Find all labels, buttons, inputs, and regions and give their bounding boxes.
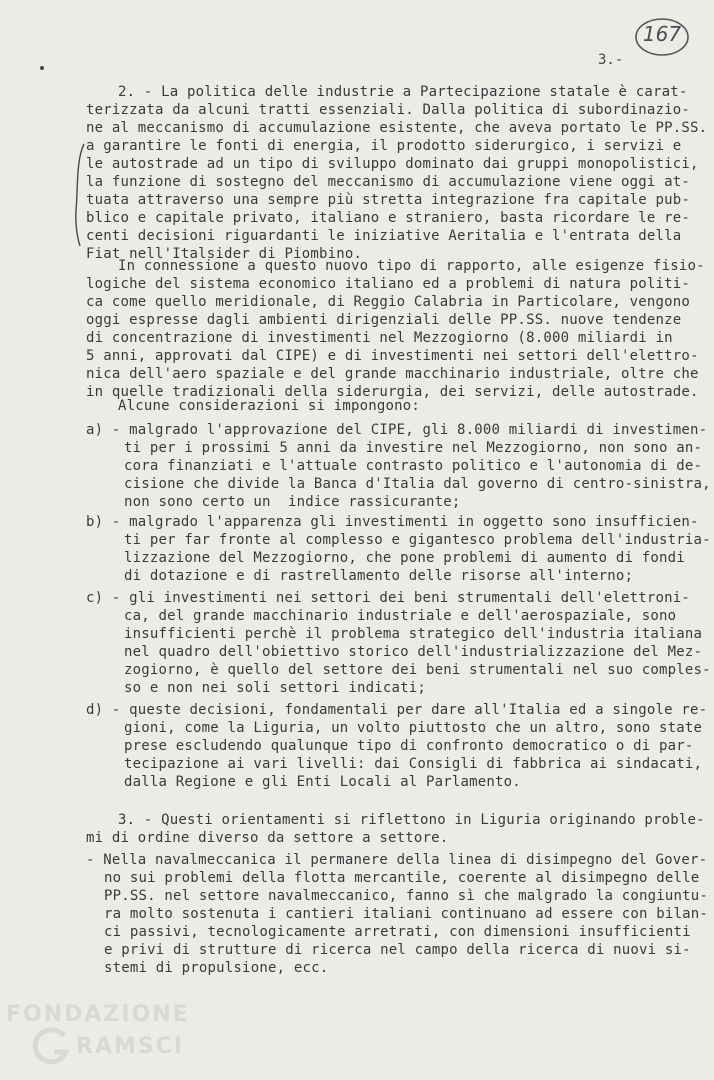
text-line: zogiorno, è quello del settore dei beni strumentali nel suo comples-	[124, 662, 711, 678]
text-line: a garantire le fonti di energia, il prodotto siderurgico, i servizi e	[86, 138, 682, 154]
text-line: tecipazione ai vari livelli: dai Consigli di fabbrica ai sindacati,	[124, 756, 703, 772]
archive-stamp	[633, 14, 691, 58]
text-line: dalla Regione e gli Enti Locali al Parlamento.	[124, 774, 521, 790]
text-line: la funzione di sostegno del meccanismo di accumulazione viene oggi at-	[86, 174, 691, 190]
text-line: nica dell'aero spaziale e del grande macchinario industriale, oltre che	[86, 366, 699, 382]
text-line: logiche del sistema economico italiano ed a problemi di natura politi-	[86, 276, 691, 292]
text-line: PP.SS. nel settore navalmeccanico, fanno sì che malgrado la congiuntu-	[104, 888, 709, 904]
text-line: stemi di propulsione, ecc.	[104, 960, 329, 976]
text-line: ra molto sostenuta i cantieri italiani continuano ad essere con bilan-	[104, 906, 709, 922]
watermark-g-logo-icon	[32, 1026, 72, 1066]
text-line: ti per far fronte al complesso e gigantesco problema dell'industria-	[124, 532, 711, 548]
text-line: lizzazione del Mezzogiorno, che pone problemi di aumento di fondi	[124, 550, 685, 566]
text-line: terizzata da alcuni tratti essenziali. Dalla politica di subordinazio-	[86, 102, 691, 118]
text-line: mi di ordine diverso da settore a settore.	[86, 830, 449, 846]
text-line: di concentrazione di investimenti nel Mezzogiorno (8.000 miliardi in	[86, 330, 673, 346]
text-line: blico e capitale privato, italiano e straniero, basta ricordare le re-	[86, 210, 691, 226]
text-line: non sono certo un indice rassicurante;	[124, 494, 461, 510]
text-line: - Nella navalmeccanica il permanere della linea di disimpegno del Gover-	[86, 852, 708, 868]
text-line: b) - malgrado l'apparenza gli investimenti in oggetto sono insufficien-	[86, 514, 699, 530]
text-line: a) - malgrado l'approvazione del CIPE, gli 8.000 miliardi di investimen-	[86, 422, 708, 438]
text-line: 5 anni, approvati dal CIPE) e di investimenti nei settori dell'elettro-	[86, 348, 699, 364]
watermark-line1: FONDAZIONE	[6, 1002, 190, 1027]
text-line: in quelle tradizionali della siderurgia, dei servizi, delle autostrade.	[86, 384, 699, 400]
text-line: 2. - La politica delle industrie a Partecipazione statale è carat-	[118, 84, 688, 100]
text-line: nel quadro dell'obiettivo storico dell'industrializzazione del Mez-	[124, 644, 703, 660]
text-line: cora finanziati e l'attuale contrasto politico e l'autonomia di de-	[124, 458, 703, 474]
text-line: ca, del grande macchinario industriale e dell'aerospaziale, sono	[124, 608, 677, 624]
text-line: Fiat nell'Italsider di Piombino.	[86, 246, 363, 262]
watermark-line2: RAMSCI	[76, 1034, 185, 1059]
text-line: In connessione a questo nuovo tipo di rapporto, alle esigenze fisio-	[118, 258, 705, 274]
text-line: centi decisioni riguardanti le iniziative Aeritalia e l'entrata della	[86, 228, 682, 244]
text-line: ne al meccanismo di accumulazione esistente, che aveva portato le PP.SS.	[86, 120, 708, 136]
text-line: c) - gli investimenti nei settori dei beni strumentali dell'elettroni-	[86, 590, 691, 606]
text-line: tuata attraverso una sempre più stretta integrazione fra capitale pub-	[86, 192, 691, 208]
text-line: ci passivi, tecnologicamente arretrati, con dimensioni insufficienti	[104, 924, 691, 940]
text-line: e privi di strutture di ricerca nel campo della ricerca di nuovi si-	[104, 942, 691, 958]
text-line: 3. - Questi orientamenti si riflettono in Liguria originando proble-	[118, 812, 705, 828]
text-line: ca come quello meridionale, di Reggio Calabria in Particolare, vengono	[86, 294, 691, 310]
text-line: no sui problemi della flotta mercantile, coerente al disimpegno delle	[104, 870, 700, 886]
text-line: di dotazione e di rastrellamento delle risorse all'interno;	[124, 568, 634, 584]
text-line: insufficienti perchè il problema strategico dell'industria italiana	[124, 626, 703, 642]
text-line: prese escludendo qualunque tipo di confronto democratico o di par-	[124, 738, 694, 754]
text-line: d) - queste decisioni, fondamentali per dare all'Italia ed a singole re-	[86, 702, 708, 718]
text-line: le autostrade ad un tipo di sviluppo dominato dai gruppi monopolistici,	[86, 156, 699, 172]
stamp-number: 167	[642, 22, 682, 46]
speck-mark	[40, 66, 44, 70]
text-line: so e non nei soli settori indicati;	[124, 680, 427, 696]
text-line: Alcune considerazioni si impongono:	[118, 398, 421, 414]
text-line: cisione che divide la Banca d'Italia dal governo di centro-sinistra,	[124, 476, 711, 492]
archive-watermark	[6, 1002, 216, 1072]
text-line: ti per i prossimi 5 anni da investire nel Mezzogiorno, non sono an-	[124, 440, 703, 456]
text-line: oggi espresse dagli ambienti dirigenziali delle PP.SS. nuove tendenze	[86, 312, 682, 328]
text-line: gioni, come la Liguria, un volto piuttosto che un altro, sono state	[124, 720, 703, 736]
page-number: 3.-	[598, 52, 624, 68]
